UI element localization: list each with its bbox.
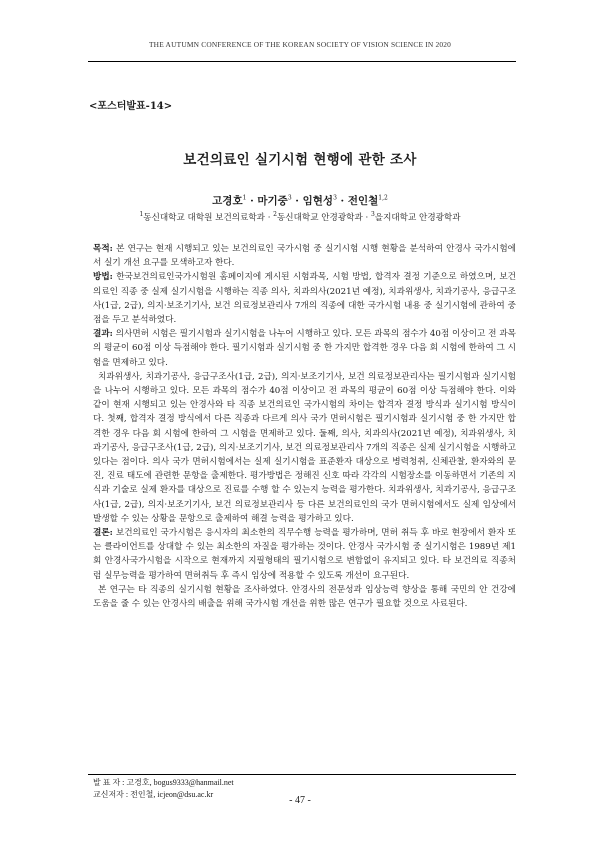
page-number: - 47 - [289, 795, 311, 806]
author-list [0, 193, 600, 208]
result-detail-paragraph: 치과위생사, 치과기공사, 응급구조사(1급, 2급), 의지·보조기기사, 보건 의료정보관리사는 필기시험과 실기시험을 나누어 시행하고 있다. 모든 과목의 점수가 40점 이상이고 전 과목의 평균이 60점 이상 득점해야 한다. 이와 같이 현재 시행되고 있는 안경사와 타 직종 보건의료인 국가시험의 차이는 합격자 결정 방식과 실기시험 방식이다. 첫째, 합격자 결정 방식에서 다른 직종과 다르게 의사 국가 면허시험은 필기시험과 실기시험 중 한 가지만 합격한 경우 다음 회 시험에 한하여 그 시험을 면제하고 있다. 둘째, 의사, 치과의사(2021년 예정), 치과위생사, 치과기공사, 응급구조사(1급, 2급), 의지·보조기기사, 보건 의료정보관리사 7개의 직종은 실제 실기시험을 시행하고 있다는 점이다. 의사 국가 면허시험에서는 실제 실기시험을 표준환자 대상으로 병력청취, 신체관찰, 환자와의 문진, 진료 태도에 관련한 문항을 출제한다. 평가방법은 정해진 신호 따라 각각의 시험장소를 이동하면서 기존의 지식과 기술로 실제 환자를 대상으로 진료를 수행 할 수 있는지 능력을 평가한다. 치과위생사, 치과기공사, 응급구조사(1급, 2급), 의지·보조기기사, 보건 의료정보관리사 등 다른 보건의료인의 국가 면허시험에서도 실제 임상에서 발생할 수 있는 상황을 문항으로 출제하여 해결 능력을 평가하고 있다. [93, 371, 516, 524]
conclusion-paragraph [93, 526, 516, 583]
method-text: 한국보건의료인국가시험원 홈페이지에 게시된 시험과목, 시험 방법, 합격자 결정 기준으로 하였으며, 보건의료인 직종 중 실제 실기시험을 시행하는 직종 의사, 치과의사(2021년 예정), 치과위생사, 치과기공사, 응급구조사(1급, 2급), 의지·보조기기사, 보건 의료정보관리사 7개의 직종에 대한 국가시험 내용 중 실기시험에 관하여 중점을 두고 분석하였다. [93, 272, 516, 326]
author-separator: · [336, 195, 348, 207]
closing-paragraph: 본 연구는 타 직종의 실기시험 현황을 조사하였다. 안경사의 전문성과 임상능력 향상을 통해 국민의 안 건강에 도움을 줄 수 있는 안경사의 배출을 위해 국가시험 개선을 위한 많은 연구가 필요할 것으로 사료된다. [93, 584, 516, 610]
conclusion-text: 보건의료인 국가시험은 응시자의 최소한의 직무수행 능력을 평가하며, 면허 취득 후 바로 현장에서 환자 또는 클라이언트를 상대할 수 있는 최소한의 자질을 평가하는 것이다. 안경사 국가시험 중 실기시험은 1989년 제1회 안경사국가시험을 시작으로 현재까지 지필형태의 필기시험으로 변함없이 유지되고 있다. 타 보건의료 직종처럼 실무능력을 평가하여 면허취득 후 즉시 임상에 적용할 수 있도록 개선이 요구된다. [93, 528, 516, 581]
method-paragraph [93, 270, 516, 327]
result-paragraph [93, 327, 516, 370]
presenter-contact: 발 표 자 : 고경호, bogus9333@hanmail.net [93, 778, 234, 787]
affil-mark: 3 [370, 211, 375, 219]
corresponding-author-contact: 교신저자 : 전인철, icjeon@dsu.ac.kr [93, 789, 214, 799]
session-label: <포스터발표-14> [89, 101, 173, 112]
affil-separator: · [362, 213, 371, 223]
conclusion-label: 결론: [93, 528, 113, 539]
author-affil-mark: 1 [242, 194, 247, 202]
result-text: 의사면허 시험은 필기시험과 실기시험을 나누어 시행하고 있다. 모든 과목의 점수가 40점 이상이고 전 과목의 평균이 60점 이상 득점해야 한다. 필기시험과 실기시험 중 한 가지만 합격한 경우 다음 회 시험에 한하여 그 시험을 면제하고 있다. [93, 329, 516, 368]
author-separator: · [291, 195, 303, 207]
affiliation: 을지대학교 안경광학과 [374, 213, 461, 223]
author-name: 마기중 [257, 195, 288, 207]
affiliation-list [0, 211, 600, 223]
abstract-body [93, 242, 516, 611]
paper-title: 보건의료인 실기시험 현행에 관한 조사 [183, 152, 417, 168]
affiliation: 동신대학교 대학원 보건의료학과 [143, 213, 265, 223]
author-affil-mark: 1,2 [378, 194, 388, 202]
purpose-paragraph [93, 242, 516, 270]
affiliation: 동신대학교 안경광학과 [277, 213, 363, 223]
conference-header: THE AUTUMN CONFERENCE OF THE KOREAN SOCIETY OF VISION SCIENCE IN 2020 [148, 40, 452, 49]
affil-mark: 1 [139, 211, 144, 219]
result-label: 결과: [93, 329, 113, 340]
author-separator: · [246, 195, 258, 207]
affil-mark: 2 [273, 211, 277, 219]
purpose-label: 목적: [93, 244, 113, 254]
author-name: 고경호 [212, 195, 243, 207]
author-affil-mark: 3 [287, 194, 292, 202]
author-name: 전인철 [347, 195, 379, 207]
header-rule [88, 61, 516, 62]
method-label: 방법: [93, 272, 113, 283]
purpose-text: 본 연구는 현재 시행되고 있는 보건의료인 국가시험 중 실기시험 시행 현황을 분석하여 안경사 국가시험에서 실기 개선 요구를 모색하고자 한다. [93, 244, 516, 269]
affil-separator: · [264, 213, 274, 223]
author-name: 임현성 [302, 195, 334, 207]
footer-rule [88, 774, 516, 775]
author-affil-mark: 3 [333, 194, 337, 202]
